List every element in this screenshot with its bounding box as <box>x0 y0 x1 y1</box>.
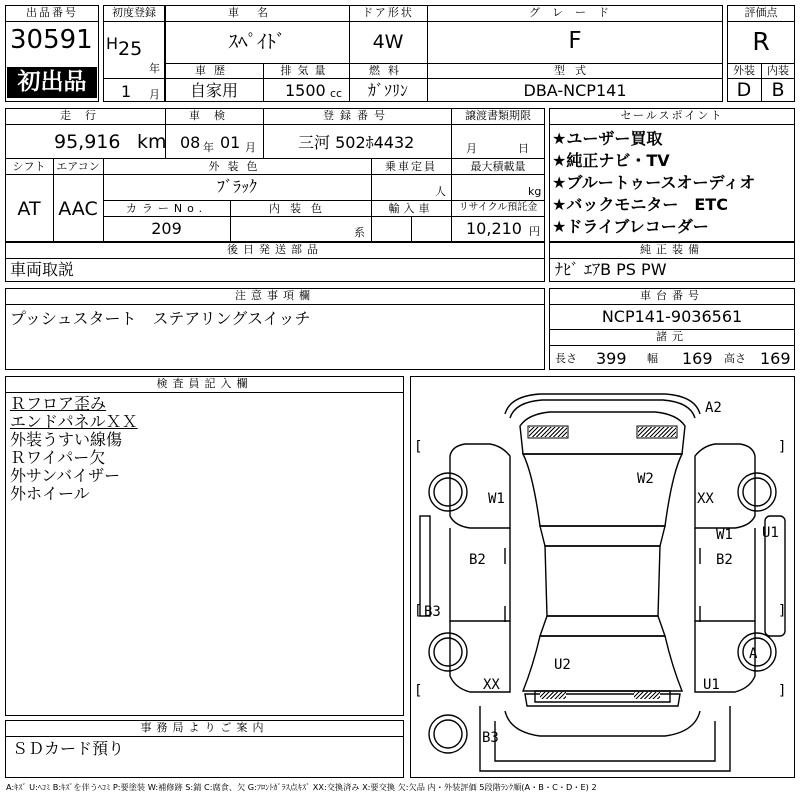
exterior-color: ﾌﾞﾗｯｸ <box>216 177 257 196</box>
registration-year: 25 <box>118 38 143 60</box>
sales-points-label: セールスポイント <box>620 109 724 122</box>
registration-month: 1 <box>121 82 132 101</box>
later-parts-label: 後日発送部品 <box>227 243 323 256</box>
office-label: 事務局よりご案内 <box>140 721 269 734</box>
interior-grade: B <box>771 79 785 101</box>
inspector-note: エンドパネルＸＸ <box>10 412 138 431</box>
recycle-label: リサイクル預託金 <box>458 202 538 213</box>
sales-point: ★ユーザー買取 <box>552 129 663 148</box>
color-number-label: カラーNo. <box>125 202 208 215</box>
rear-right-light <box>634 692 660 699</box>
door-type: 4W <box>372 31 404 53</box>
registration-number: 三河 502ﾎ4432 <box>298 133 415 152</box>
damage-mark-trunk: U2 <box>554 657 571 673</box>
mileage: 95,916 <box>54 131 121 153</box>
aircon: AAC <box>58 198 98 220</box>
inspector-note: Ｒワイパー欠 <box>10 448 106 467</box>
office-notice: ＳＤカード預り <box>12 739 125 758</box>
height: 169 <box>760 349 791 368</box>
equipment: ﾅﾋﾞ ｴｱB PS PW <box>555 260 667 279</box>
first-listing-badge: 初出品 <box>7 67 97 98</box>
damage-mark-front-bumper: A2 <box>705 400 722 416</box>
inspector-note: 外サンバイザー <box>10 466 121 485</box>
rear-left-light <box>540 692 566 699</box>
damage-mark-right-side-panel: U1 <box>762 525 779 541</box>
length: 399 <box>596 349 627 368</box>
model-label: 型式 <box>554 64 596 77</box>
aircon-label: エアコン <box>56 160 100 173</box>
sales-point: ★バックモニター ETC <box>552 195 728 214</box>
history-label: 車歴 <box>195 64 233 77</box>
interior-color-label: 内装色 <box>269 202 332 215</box>
chassis-number: NCP141-9036561 <box>601 307 743 326</box>
bracket-right-bottom: ] <box>778 683 787 699</box>
transfer-deadline-label: 譲渡書類期限 <box>465 109 531 122</box>
damage-mark-left-front-door: B2 <box>469 552 486 568</box>
overall-score: R <box>752 27 770 56</box>
lot-number: 30591 <box>10 25 93 55</box>
shift: AT <box>17 198 41 220</box>
inspector-label: 検査員記入欄 <box>156 377 253 390</box>
damage-mark-right-rear-wheel: A <box>749 646 758 662</box>
door-label: ドア形状 <box>362 6 414 19</box>
interior-label: 内装 <box>767 64 789 77</box>
width: 169 <box>682 349 713 368</box>
bracket-left-bottom: [ <box>414 683 423 699</box>
era: H <box>106 34 119 53</box>
exterior-grade: D <box>736 79 752 101</box>
front-right-light <box>638 427 676 437</box>
bracket-left-top: [ <box>414 439 423 455</box>
damage-mark-front-left-fender: W1 <box>488 491 505 507</box>
inspector-note: Ｒフロア歪み <box>10 394 107 413</box>
exterior-label: 外装 <box>733 64 755 77</box>
capacity-unit: 人 <box>435 185 446 198</box>
bracket-right-top: ] <box>778 439 787 455</box>
displacement: 1500 <box>285 81 326 100</box>
damage-mark-front-right-wheel: XX <box>697 491 714 507</box>
grade-label: グレード <box>529 6 621 19</box>
inspection-label: 車検 <box>189 109 239 122</box>
payload-unit: kg <box>528 185 542 198</box>
displacement-unit: cc <box>330 87 343 100</box>
inspection-year: 08 <box>180 133 201 152</box>
color-number: 209 <box>151 219 182 238</box>
first-registration-label: 初度登録 <box>112 6 156 19</box>
model-code: DBA-NCP141 <box>523 81 627 100</box>
sales-point: ★ブルートゥースオーディオ <box>552 173 756 192</box>
legend: A:ｷｽﾞ U:ﾍｺﾐ B:ｷｽﾞを伴うﾍｺﾐ P:要塗装 W:補修跡 S:錆 C:腐食、欠 G:ﾌﾛﾝﾄｶﾞﾗｽ点ｷｽﾞ XX:交換済み X:要交換 欠:欠品 内・外装評価 5段階ﾗﾝｸ順(A・B・C・D・E) 2 <box>6 782 597 792</box>
damage-mark-left-rear-fender: XX <box>483 677 500 693</box>
car-diagram <box>410 376 795 778</box>
damage-mark-right-rear-door: B2 <box>716 552 733 568</box>
damage-mark-hood: W2 <box>637 471 654 487</box>
later-parts: 車両取説 <box>10 260 75 279</box>
damage-mark-right-front-door: W1 <box>716 527 733 543</box>
bracket-right-mid: ] <box>778 603 787 619</box>
specs-label: 諸元 <box>656 330 688 343</box>
capacity-label: 乗車定員 <box>385 160 437 173</box>
car-name-label: 車名 <box>228 6 286 19</box>
height-label: 高さ <box>724 352 746 365</box>
payload-label: 最大積載量 <box>470 160 526 173</box>
recycle-unit: 円 <box>529 225 540 238</box>
grade: F <box>568 28 582 54</box>
exterior-color-label: 外装色 <box>208 160 266 173</box>
damage-mark-right-rear-fender: U1 <box>703 677 720 693</box>
mileage-label: 走行 <box>60 109 110 122</box>
transfer-month: 月 <box>466 142 477 155</box>
inspector-note: 外ホイール <box>10 484 90 503</box>
year-unit: 年 <box>149 62 160 75</box>
sales-point: ★純正ナビ・TV <box>552 151 670 170</box>
transfer-day: 日 <box>518 142 529 155</box>
front-left-light <box>529 427 567 437</box>
length-label: 長さ <box>555 352 577 365</box>
interior-color-unit: 系 <box>354 226 365 239</box>
bracket-left-mid: [ <box>414 603 423 619</box>
displacement-label: 排気量 <box>280 64 332 77</box>
equipment-label: 純正装備 <box>640 243 704 256</box>
month-unit: 月 <box>149 88 160 101</box>
car-name: ｽﾍﾟｲﾄﾞ <box>228 31 286 53</box>
inspection-month: 01 <box>220 133 241 152</box>
inspection-year-unit: 年 <box>203 141 214 154</box>
recycle-fee: 10,210 <box>466 219 522 238</box>
score-label: 評価点 <box>744 6 778 19</box>
notes-label: 注意事項欄 <box>235 289 315 302</box>
shift-label: シフト <box>12 160 46 173</box>
fuel: ｶﾞｿﾘﾝ <box>367 81 408 100</box>
fuel-label: 燃料 <box>369 64 407 77</box>
mileage-unit: km <box>137 131 167 153</box>
width-label: 幅 <box>647 352 658 365</box>
import-label: 輸入車 <box>388 202 434 215</box>
damage-mark-rear-bumper: B3 <box>482 730 499 746</box>
damage-mark-left-quarter: B3 <box>424 604 441 620</box>
chassis-label: 車台番号 <box>640 289 704 302</box>
notes: プッシュスタート ステアリングスイッチ <box>10 309 311 328</box>
specs-grid <box>5 108 545 242</box>
lot-number-label: 出品番号 <box>26 6 78 19</box>
history: 自家用 <box>189 81 238 100</box>
inspector-note: 外装うすい線傷 <box>10 430 123 449</box>
registration-label: 登録番号 <box>323 109 391 122</box>
inspection-month-unit: 月 <box>245 141 256 154</box>
sales-point: ★ドライブレコーダー <box>552 217 709 236</box>
